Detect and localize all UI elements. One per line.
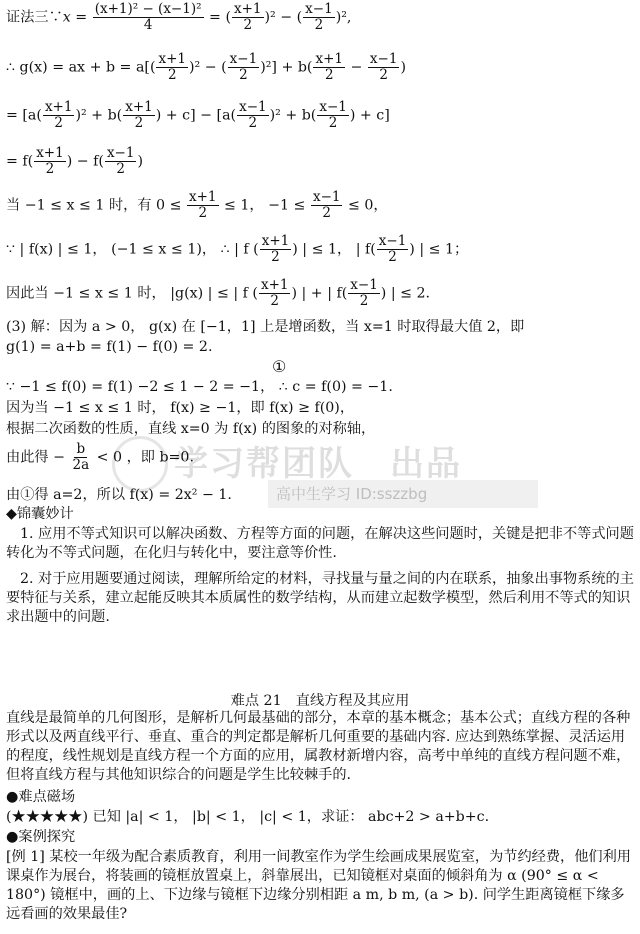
fraction [368, 52, 400, 83]
case-study-header: ●案例探究 [6, 829, 76, 845]
numerator: x−1 [305, 1, 333, 17]
fraction [259, 278, 291, 309]
text: )² − ( [264, 9, 303, 26]
denominator: 2 [271, 249, 280, 265]
proof-line-2 [6, 52, 406, 83]
solution-line-9: g(1) = a+b = f(1) − f(0) = 2. [6, 339, 213, 355]
fraction [303, 2, 335, 33]
text: ≤ 0， [343, 197, 388, 214]
denominator: 2 [379, 67, 388, 83]
denominator: 2 [243, 17, 253, 33]
text: = f( [6, 153, 34, 170]
text: ∵ | f(x) | ≤ 1， (−1 ≤ x ≤ 1)， ∴ | f ( [6, 241, 259, 258]
difficulty-field-header: ●难点磁场 [6, 789, 76, 805]
example-1-text: [例 1] 某校一年级为配合素质教育，利用一间教室作为学生绘画成果展览室，为节约经费，他们利用课桌作为展台，将装画的镜框放置桌上，斜靠展出，已知镜框对桌面的倾斜角为 α (90° ≤ α < 180°) 镜框中，画的上、下边缘与镜框下边缘分别相距 a m, b m, (a > b). 问学生距离镜框下缘多远看画的效果最佳? [6, 849, 631, 922]
text: )², [335, 9, 352, 26]
numerator: x+1 [261, 233, 290, 249]
fraction [93, 2, 204, 33]
fraction [34, 146, 66, 177]
fraction [260, 234, 292, 265]
fraction [232, 2, 264, 33]
text: )² + b( [75, 107, 123, 124]
denominator: 2 [359, 293, 369, 309]
denominator: 2 [322, 205, 331, 221]
text: x [62, 9, 71, 26]
numerator: x−1 [106, 145, 135, 161]
solution-line-14: 由①得 a=2，所以 f(x) = 2x² − 1. [6, 487, 232, 503]
text: ) [400, 59, 406, 76]
denominator: 2a [72, 457, 90, 473]
solution-line-10: ∵ −1 ≤ f(0) = f(1) −2 ≤ 1 − 2 = −1， ∴ c = f(0) = −1. [6, 379, 393, 395]
proof-line-4 [6, 146, 143, 177]
denominator: 2 [116, 161, 125, 177]
numerator: x−1 [369, 51, 398, 67]
proof-line-1 [6, 2, 351, 33]
numerator: x+1 [44, 99, 73, 115]
numerator: x−1 [378, 233, 407, 249]
fraction [105, 146, 137, 177]
text: < 0 ，即 b=0. [92, 449, 194, 466]
numerator: b [76, 441, 86, 457]
numerator: x−1 [239, 99, 267, 115]
text: ∴ g(x) = ax + b = a[( [6, 59, 156, 76]
text: 证法三∵ [6, 9, 63, 26]
section-intro: 直线是最简单的几何图形，是解析几何最基础的部分，本章的基本概念；基本公式；直线方程的各种形式以及两直线平行、垂直、重合的判定都是解析几何重要的基础内容. 应达到熟练掌握、灵活运用的程度，线性规划是直线方程一个方面的应用，属教材新增内容，高考中单纯的直线方程问题不难，但将直线方程与其他知识综合的问题是学生比较棘手的. [6, 710, 631, 783]
denominator: 2 [198, 205, 208, 221]
text: 因此当 −1 ≤ x ≤ 1 时， |g(x) | ≤ | f ( [6, 285, 258, 302]
text: = ( [204, 9, 231, 26]
text: ) [137, 153, 143, 170]
fraction [123, 100, 155, 131]
denominator: 4 [143, 17, 153, 33]
denominator: 2 [54, 115, 63, 131]
text: = [a( [6, 107, 42, 124]
fraction [187, 190, 219, 221]
denominator: 2 [248, 115, 258, 131]
solution-line-12: 根据二次函数的性质，直线 x=0 为 f(x) 的图象的对称轴， [6, 421, 376, 437]
tips-paragraph-2: 2. 对于应用题要通过阅读，理解所给定的材料，寻找量与量之间的内在联系，抽象出事物系统的主要特征与关系，建立起能反映其本质属性的数学结构，从而建立起数学模型，然后利用不等式的知识求出题中的问题. [6, 571, 634, 625]
fraction [70, 442, 91, 473]
numerator: x+1 [125, 99, 153, 115]
fraction [311, 190, 343, 221]
numerator: x−1 [319, 99, 347, 115]
proof-line-7 [6, 278, 430, 309]
watermark-subtext: 高中生学习 ID:sszzbg [268, 480, 538, 508]
numerator: x−1 [350, 277, 378, 293]
fraction [313, 52, 345, 83]
numerator: x+1 [233, 1, 262, 17]
solution-line-11: 因为当 −1 ≤ x ≤ 1 时， f(x) ≥ −1，即 f(x) ≥ f(0)， [6, 400, 355, 416]
section-title: 难点 21 直线方程及其应用 [230, 693, 410, 709]
denominator: 2 [45, 161, 55, 177]
denominator: 2 [314, 17, 324, 33]
text: ) | ≤ 1， | f( [292, 241, 376, 258]
text: = [70, 9, 92, 26]
numerator: x−1 [312, 189, 341, 205]
solution-line-8: (3) 解：因为 a > 0， g(x) 在 [−1，1] 上是增函数，当 x=1 时取得最大值 2，即 [6, 319, 525, 335]
numerator: (x+1)² − (x−1)² [94, 1, 202, 17]
denominator: 2 [239, 67, 248, 83]
text: ) − f( [66, 153, 104, 170]
numerator: x+1 [315, 51, 343, 67]
circled-one-marker: ① [272, 357, 287, 376]
watermark-text: 学习帮团队 出品 [174, 444, 462, 484]
tips-paragraph-1: 1. 应用不等式知识可以解决函数、方程等方面的问题，在解决这些问题时，关键是把非不等式问题转化为不等式问题，在化归与转化中，要注意等价性. [6, 526, 634, 561]
denominator: 2 [324, 67, 334, 83]
numerator: x+1 [36, 145, 64, 161]
proof-line-3 [6, 100, 390, 131]
fraction [377, 234, 409, 265]
text: 当 −1 ≤ x ≤ 1 时，有 0 ≤ [6, 197, 186, 214]
text: ) | ≤ 1； [409, 241, 469, 258]
text: )² − ( [189, 59, 227, 76]
text: )²] + b( [260, 59, 313, 76]
denominator: 2 [167, 67, 177, 83]
text: )² + b( [269, 107, 317, 124]
text: − [346, 59, 367, 76]
proof-line-6 [6, 234, 468, 265]
solution-line-13 [6, 442, 194, 473]
text: 由此得 − [6, 449, 70, 466]
fraction [317, 100, 349, 131]
denominator: 2 [270, 293, 279, 309]
denominator: 2 [388, 249, 397, 265]
text: ≤ 1， −1 ≤ [219, 197, 310, 214]
numerator: x−1 [229, 51, 258, 67]
fraction [43, 100, 75, 131]
numerator: x+1 [158, 51, 186, 67]
denominator: 2 [328, 115, 338, 131]
denominator: 2 [134, 115, 144, 131]
text: ) + c] − [a( [155, 107, 237, 124]
numerator: x+1 [260, 277, 289, 293]
fraction [156, 52, 188, 83]
fraction [228, 52, 260, 83]
text: ) + c] [349, 107, 390, 124]
practice-problem: (★★★★★) 已知 |a| < 1， |b| < 1， |c| < 1，求证： abc+2 > a+b+c. [6, 809, 490, 825]
numerator: x+1 [188, 189, 217, 205]
text: ) | ≤ 2. [380, 285, 431, 302]
fraction [348, 278, 380, 309]
tips-header: ◆锦囊妙计 [6, 506, 74, 522]
text: ) | + | f( [291, 285, 348, 302]
fraction [237, 100, 269, 131]
proof-line-5 [6, 190, 388, 221]
